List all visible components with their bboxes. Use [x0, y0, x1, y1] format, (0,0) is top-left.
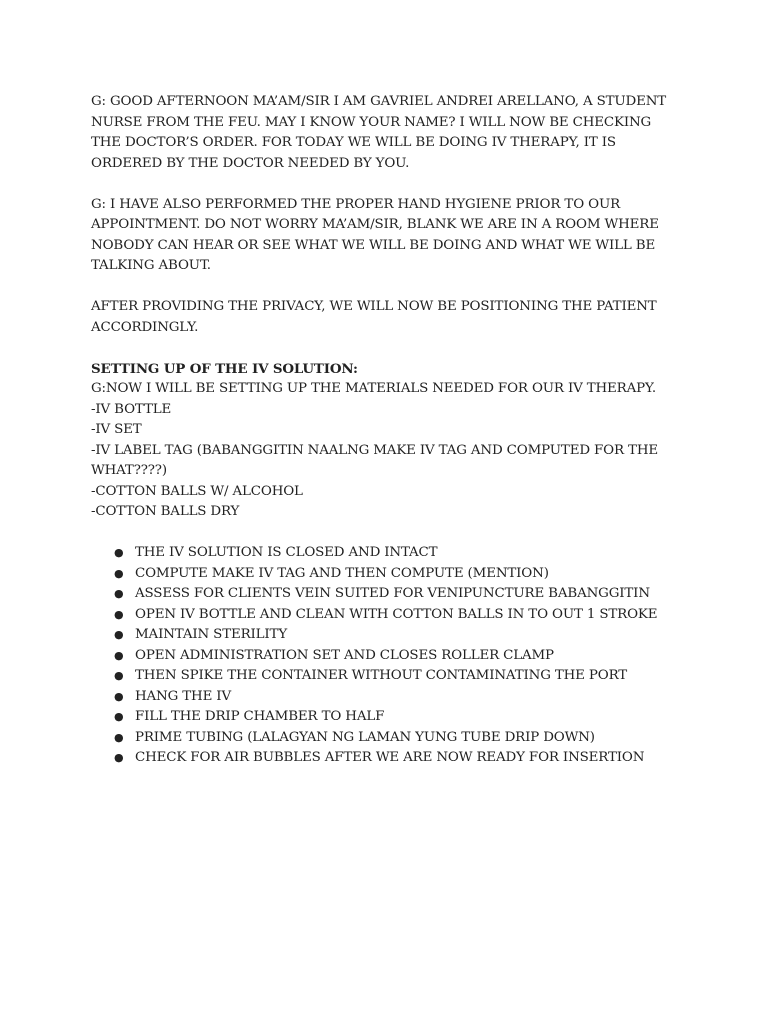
bullet-icon: ●	[114, 628, 124, 641]
list-item	[91, 687, 681, 708]
section-intro: G:NOW I WILL BE SETTING UP THE MATERIALS NEEDED FOR OUR IV THERAPY.	[91, 381, 657, 396]
list-item	[91, 543, 681, 564]
bullet-icon: ●	[114, 566, 124, 580]
list-item	[91, 625, 681, 646]
step-text: COMPUTE MAKE IV TAG AND THEN COMPUTE (MENTION)	[135, 565, 549, 581]
bullet-icon: ●	[114, 751, 124, 764]
hygiene-paragraph: G: I HAVE ALSO PERFORMED THE PROPER HAND HYGIENE PRIOR TO OUR APPOINTMENT. DO NOT WORRY MA’AM/SIR, BLANK WE ARE IN A ROOM WHERE NOBODY CAN HEAR OR SEE WHAT WE WILL BE DOING AND WHAT WE WILL BE TALKING ABOUT.	[91, 196, 659, 273]
list-item	[91, 666, 681, 687]
document-page	[91, 92, 681, 769]
list-item	[91, 605, 681, 626]
step-text: THE IV SOLUTION IS CLOSED AND INTACT	[135, 545, 438, 560]
bullet-icon: ●	[114, 669, 124, 682]
step-text: THEN SPIKE THE CONTAINER WITHOUT CONTAMINATING THE PORT	[135, 668, 628, 683]
step-text: ASSESS FOR CLIENTS VEIN SUITED FOR VENIPUNCTURE BABANGGITIN	[135, 586, 650, 601]
material-item: -IV LABEL TAG (BABANGGITIN NAALNG MAKE IV TAG AND COMPUTED FOR THE WHAT????)	[91, 442, 658, 478]
material-item: -IV SET	[91, 422, 142, 437]
bullet-icon: ●	[114, 689, 124, 703]
list-item	[91, 584, 681, 605]
greeting-paragraph: G: GOOD AFTERNOON MA’AM/SIR I AM GAVRIEL ANDREI ARELLANO, A STUDENT NURSE FROM THE FEU. MAY I KNOW YOUR NAME? I WILL NOW BE CHECKING THE DOCTOR’S ORDER. FOR TODAY WE WILL BE DOING IV THERAPY, IT IS ORDERED BY THE DOCTOR NEEDED BY YOU.	[91, 94, 667, 171]
bullet-icon: ●	[114, 546, 124, 559]
step-text: OPEN ADMINISTRATION SET AND CLOSES ROLLER CLAMP	[135, 647, 554, 663]
bullet-icon: ●	[114, 607, 124, 621]
bullet-icon: ●	[114, 587, 124, 600]
step-text: PRIME TUBING (LALAGYAN NG LAMAN YUNG TUBE DRIP DOWN)	[135, 729, 595, 745]
step-text: OPEN IV BOTTLE AND CLEAN WITH COTTON BALLS IN TO OUT 1 STROKE	[135, 606, 658, 622]
bullet-icon: ●	[114, 648, 124, 662]
privacy-paragraph: AFTER PROVIDING THE PRIVACY, WE WILL NOW BE POSITIONING THE PATIENT ACCORDINGLY.	[91, 299, 657, 335]
step-text: FILL THE DRIP CHAMBER TO HALF	[135, 709, 385, 724]
list-item	[91, 707, 681, 728]
steps-list	[91, 543, 681, 769]
bullet-icon: ●	[114, 710, 124, 723]
section-heading: SETTING UP OF THE IV SOLUTION:	[91, 360, 358, 377]
step-text: CHECK FOR AIR BUBBLES AFTER WE ARE NOW READY FOR INSERTION	[135, 750, 645, 765]
list-item	[91, 748, 681, 769]
material-item: -COTTON BALLS DRY	[91, 504, 240, 519]
material-item: -COTTON BALLS W/ ALCOHOL	[91, 483, 303, 499]
materials-list	[91, 400, 681, 523]
bullet-icon: ●	[114, 730, 124, 744]
list-item	[91, 564, 681, 585]
step-text: MAINTAIN STERILITY	[135, 627, 288, 642]
step-text: HANG THE IV	[135, 688, 231, 704]
list-item	[91, 646, 681, 667]
material-item: -IV BOTTLE	[91, 401, 172, 417]
list-item	[91, 728, 681, 749]
